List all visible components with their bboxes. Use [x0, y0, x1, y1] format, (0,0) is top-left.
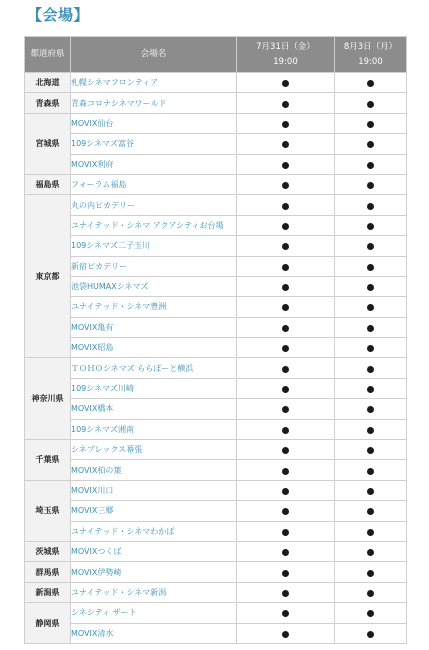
table-row	[25, 582, 407, 602]
showing-cell-date-1	[237, 501, 335, 521]
table-header	[25, 37, 407, 73]
showing-cell-date-1	[237, 562, 335, 582]
venue-table	[24, 36, 407, 644]
table-row	[25, 113, 407, 133]
showing-cell-date-1	[237, 603, 335, 623]
showing-dot-icon	[282, 406, 289, 413]
showing-dot-icon	[282, 80, 289, 87]
table-row	[25, 378, 407, 398]
prefecture-cell: 千葉県	[25, 440, 71, 481]
showing-cell-date-2	[335, 399, 407, 419]
prefecture-cell: 青森県	[25, 93, 71, 113]
table-row	[25, 460, 407, 480]
venue-link[interactable]: 新宿ピカデリー	[71, 256, 237, 276]
venue-link[interactable]: 109シネマズ富谷	[71, 134, 237, 154]
showing-dot-icon	[282, 182, 289, 189]
showing-dot-icon	[367, 284, 374, 291]
showing-dot-icon	[367, 141, 374, 148]
showing-cell-date-2	[335, 195, 407, 215]
showing-dot-icon	[282, 203, 289, 210]
table-row	[25, 419, 407, 439]
prefecture-cell: 東京都	[25, 195, 71, 358]
showing-dot-icon	[282, 590, 289, 597]
header-date-2-time: 19:00	[358, 56, 383, 67]
showing-cell-date-2	[335, 541, 407, 561]
showing-dot-icon	[282, 610, 289, 617]
showing-dot-icon	[282, 488, 289, 495]
table-row	[25, 174, 407, 194]
prefecture-cell: 静岡県	[25, 603, 71, 644]
venue-link[interactable]: ユナイテッド・シネマ豊洲	[71, 297, 237, 317]
showing-cell-date-2	[335, 440, 407, 460]
showing-dot-icon	[367, 610, 374, 617]
showing-cell-date-1	[237, 256, 335, 276]
prefecture-cell: 福島県	[25, 174, 71, 194]
table-row	[25, 480, 407, 500]
showing-dot-icon	[367, 121, 374, 128]
showing-cell-date-2	[335, 501, 407, 521]
header-date-2	[335, 37, 407, 73]
header-prefecture: 都道府県	[25, 37, 71, 73]
table-row	[25, 562, 407, 582]
showing-cell-date-2	[335, 93, 407, 113]
showing-dot-icon	[367, 325, 374, 332]
showing-dot-icon	[367, 203, 374, 210]
prefecture-cell: 茨城県	[25, 541, 71, 561]
showing-dot-icon	[367, 631, 374, 638]
table-row	[25, 73, 407, 93]
showing-cell-date-1	[237, 521, 335, 541]
table-row	[25, 215, 407, 235]
table-body	[25, 73, 407, 644]
table-row	[25, 521, 407, 541]
showing-dot-icon	[367, 529, 374, 536]
showing-cell-date-1	[237, 236, 335, 256]
venue-link[interactable]: MOVIX仙台	[71, 113, 237, 133]
showing-cell-date-2	[335, 378, 407, 398]
showing-cell-date-2	[335, 154, 407, 174]
showing-cell-date-2	[335, 623, 407, 643]
showing-cell-date-2	[335, 603, 407, 623]
showing-cell-date-1	[237, 358, 335, 378]
showing-dot-icon	[367, 304, 374, 311]
showing-dot-icon	[282, 284, 289, 291]
showing-cell-date-2	[335, 215, 407, 235]
venue-link[interactable]: 丸の内ピカデリー	[71, 195, 237, 215]
showing-cell-date-2	[335, 256, 407, 276]
showing-dot-icon	[367, 80, 374, 87]
header-date-1-time: 19:00	[273, 56, 298, 67]
table-row	[25, 440, 407, 460]
showing-dot-icon	[367, 406, 374, 413]
table-row	[25, 541, 407, 561]
venue-link[interactable]: MOVIX利府	[71, 154, 237, 174]
showing-dot-icon	[367, 549, 374, 556]
showing-cell-date-1	[237, 338, 335, 358]
table-row	[25, 358, 407, 378]
showing-cell-date-1	[237, 195, 335, 215]
table-row	[25, 297, 407, 317]
table-row	[25, 623, 407, 643]
showing-cell-date-2	[335, 236, 407, 256]
showing-dot-icon	[282, 243, 289, 250]
table-row	[25, 134, 407, 154]
showing-dot-icon	[367, 223, 374, 230]
showing-dot-icon	[282, 121, 289, 128]
venue-link[interactable]: 池袋HUMAXシネマズ	[71, 276, 237, 296]
table-row	[25, 236, 407, 256]
showing-cell-date-2	[335, 317, 407, 337]
venue-link[interactable]: ユナイテッド・シネマわかば	[71, 521, 237, 541]
showing-cell-date-2	[335, 174, 407, 194]
showing-dot-icon	[282, 264, 289, 271]
showing-dot-icon	[367, 243, 374, 250]
header-date-1	[237, 37, 335, 73]
prefecture-cell: 北海道	[25, 73, 71, 93]
venue-link[interactable]: 109シネマズ川崎	[71, 378, 237, 398]
showing-dot-icon	[282, 386, 289, 393]
table-row	[25, 195, 407, 215]
showing-dot-icon	[367, 264, 374, 271]
showing-cell-date-2	[335, 480, 407, 500]
showing-dot-icon	[367, 590, 374, 597]
showing-dot-icon	[282, 570, 289, 577]
showing-cell-date-2	[335, 134, 407, 154]
showing-cell-date-2	[335, 276, 407, 296]
venue-link[interactable]: 109シネマズ湘南	[71, 419, 237, 439]
showing-cell-date-1	[237, 440, 335, 460]
showing-cell-date-2	[335, 113, 407, 133]
showing-cell-date-1	[237, 317, 335, 337]
showing-cell-date-1	[237, 378, 335, 398]
showing-dot-icon	[282, 345, 289, 352]
table-row	[25, 256, 407, 276]
showing-cell-date-1	[237, 154, 335, 174]
venue-link[interactable]: MOVIX橋本	[71, 399, 237, 419]
showing-dot-icon	[282, 223, 289, 230]
prefecture-cell: 新潟県	[25, 582, 71, 602]
venue-link[interactable]: シネプレックス幕張	[71, 440, 237, 460]
showing-cell-date-2	[335, 419, 407, 439]
showing-cell-date-2	[335, 338, 407, 358]
showing-dot-icon	[282, 366, 289, 373]
showing-cell-date-2	[335, 358, 407, 378]
venue-link[interactable]: ＴＯＨＯシネマズ ららぽーと横浜	[71, 358, 237, 378]
showing-dot-icon	[367, 447, 374, 454]
showing-dot-icon	[282, 508, 289, 515]
venue-link[interactable]: 109シネマズ二子玉川	[71, 236, 237, 256]
showing-cell-date-1	[237, 541, 335, 561]
showing-cell-date-1	[237, 480, 335, 500]
showing-cell-date-2	[335, 562, 407, 582]
showing-dot-icon	[367, 386, 374, 393]
showing-dot-icon	[367, 427, 374, 434]
showing-dot-icon	[367, 162, 374, 169]
venue-link[interactable]: MOVIXつくば	[71, 541, 237, 561]
showing-cell-date-1	[237, 399, 335, 419]
showing-dot-icon	[282, 325, 289, 332]
showing-dot-icon	[282, 141, 289, 148]
showing-dot-icon	[282, 304, 289, 311]
showing-cell-date-2	[335, 297, 407, 317]
showing-dot-icon	[282, 447, 289, 454]
table-row	[25, 276, 407, 296]
table-row	[25, 93, 407, 113]
showing-cell-date-1	[237, 297, 335, 317]
showing-cell-date-1	[237, 93, 335, 113]
showing-dot-icon	[282, 101, 289, 108]
showing-dot-icon	[367, 508, 374, 515]
showing-cell-date-1	[237, 276, 335, 296]
showing-dot-icon	[367, 468, 374, 475]
showing-dot-icon	[367, 570, 374, 577]
venue-link[interactable]: 札幌シネマフロンティア	[71, 73, 237, 93]
venue-link[interactable]: MOVIX昭島	[71, 338, 237, 358]
table-row	[25, 338, 407, 358]
showing-cell-date-1	[237, 582, 335, 602]
table-row	[25, 501, 407, 521]
header-venue: 会場名	[71, 37, 237, 73]
showing-cell-date-1	[237, 460, 335, 480]
showing-cell-date-2	[335, 521, 407, 541]
header-date-1-label: 7月31日（金）	[256, 41, 315, 52]
venue-link[interactable]: シネシティ ザート	[71, 603, 237, 623]
showing-cell-date-1	[237, 174, 335, 194]
showing-dot-icon	[367, 182, 374, 189]
venue-link[interactable]: 青森コロナシネマワールド	[71, 93, 237, 113]
venue-link[interactable]: MOVIX川口	[71, 480, 237, 500]
venue-link[interactable]: MOVIX伊勢崎	[71, 562, 237, 582]
showing-dot-icon	[282, 549, 289, 556]
prefecture-cell: 群馬県	[25, 562, 71, 582]
showing-dot-icon	[282, 427, 289, 434]
venue-link[interactable]: ユナイテッド・シネマ新潟	[71, 582, 237, 602]
venue-link[interactable]: MOVIX柏の葉	[71, 460, 237, 480]
showing-cell-date-2	[335, 582, 407, 602]
showing-dot-icon	[282, 468, 289, 475]
showing-dot-icon	[282, 529, 289, 536]
showing-dot-icon	[282, 162, 289, 169]
showing-cell-date-1	[237, 215, 335, 235]
venue-link[interactable]: フォーラム福島	[71, 174, 237, 194]
showing-cell-date-2	[335, 460, 407, 480]
header-date-2-label: 8月3日（月）	[343, 41, 398, 52]
venue-link[interactable]: MOVIX三郷	[71, 501, 237, 521]
table-row	[25, 317, 407, 337]
section-heading: 【会場】	[27, 6, 90, 24]
showing-dot-icon	[282, 631, 289, 638]
showing-cell-date-1	[237, 419, 335, 439]
showing-cell-date-1	[237, 73, 335, 93]
prefecture-cell: 埼玉県	[25, 480, 71, 541]
showing-dot-icon	[367, 488, 374, 495]
showing-cell-date-1	[237, 113, 335, 133]
showing-cell-date-1	[237, 623, 335, 643]
showing-dot-icon	[367, 366, 374, 373]
table-row	[25, 399, 407, 419]
table-row	[25, 603, 407, 623]
showing-dot-icon	[367, 345, 374, 352]
venue-link[interactable]: MOVIX清水	[71, 623, 237, 643]
showing-cell-date-2	[335, 73, 407, 93]
venue-link[interactable]: MOVIX亀有	[71, 317, 237, 337]
venue-link[interactable]: ユナイテッド・シネマ アクアシティお台場	[71, 215, 237, 235]
prefecture-cell: 宮城県	[25, 113, 71, 174]
table-row	[25, 154, 407, 174]
prefecture-cell: 神奈川県	[25, 358, 71, 440]
showing-dot-icon	[367, 101, 374, 108]
showing-cell-date-1	[237, 134, 335, 154]
